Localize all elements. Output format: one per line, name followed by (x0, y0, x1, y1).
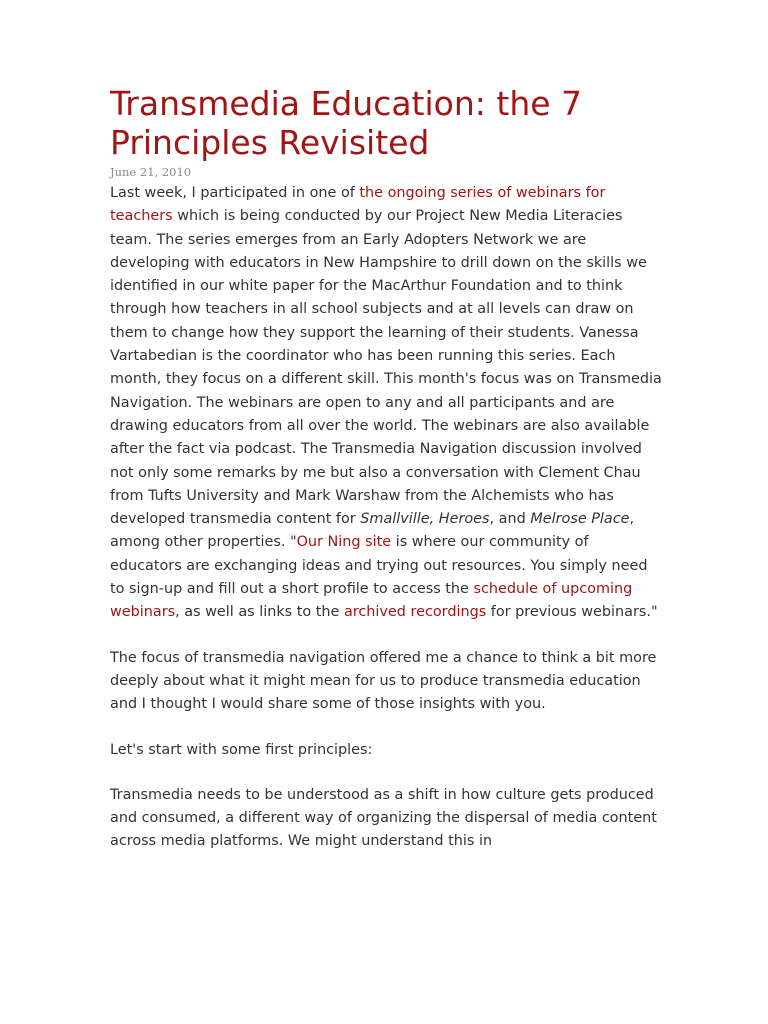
paragraph-4: Transmedia needs to be understood as a shift in how culture gets produced and consumed, a different way of organizing the dispersal of media content across media platforms. We might understand this in (110, 786, 657, 850)
ning-site-link[interactable]: Our Ning site (296, 534, 392, 551)
text-run: for previous webinars." (486, 604, 658, 621)
text-run: Last week, I participated in one of (110, 185, 360, 201)
text-run: , as well as links to the (175, 604, 344, 621)
paragraph-2: The focus of transmedia navigation offered me a chance to think a bit more deeply about what it might mean for us to produce transmedia education and I thought I would share some of those insights with you. (110, 649, 657, 713)
show-title: Melrose Place (530, 511, 630, 528)
webinar-schedule-link[interactable]: schedule of upcoming webinars (110, 581, 633, 621)
article (110, 84, 662, 876)
text-run: is where our community of educators are exchanging ideas and trying out resources. You simply need to sign-up and fill out a short profile to access the (110, 534, 648, 598)
text-run: , among other properties. " (110, 511, 635, 551)
paragraph-1 (110, 182, 662, 625)
text-run: which is being conducted by our Project New Media Literacies team. The series emerges from an Early Adopters Network we are developing with educators in New Hampshire to drill down on the skills we identified in our white paper for the MacArthur Foundation and to think through how teachers in all school subjects and at all levels can draw on them to change how they support the learning of their students. Vanessa Vartabedian is the coordinator who has been running this series. Each month, they focus on a different skill. This month's focus was on Transmedia Navigation. The webinars are open to any and all participants and are drawing educators from all over the world. The webinars are also available after the fact via podcast. The Transmedia Navigation discussion involved not only some remarks by me but also a conversation with Clement Chau from Tufts University and Mark Warshaw from the Alchemists who has developed transmedia content for (110, 208, 662, 528)
paragraph-3: Let's start with some first principles: (110, 741, 373, 758)
show-title: Smallville, Heroes (360, 511, 490, 528)
text-run: , and (489, 511, 531, 528)
webinars-link[interactable]: the ongoing series of webinars for teachers (110, 185, 606, 225)
article-body (110, 182, 662, 854)
article-date: June 21, 2010 (110, 165, 192, 179)
archived-recordings-link[interactable]: archived recordings (343, 604, 487, 621)
article-title: Transmedia Education: the 7 Principles Revisited (110, 84, 583, 162)
